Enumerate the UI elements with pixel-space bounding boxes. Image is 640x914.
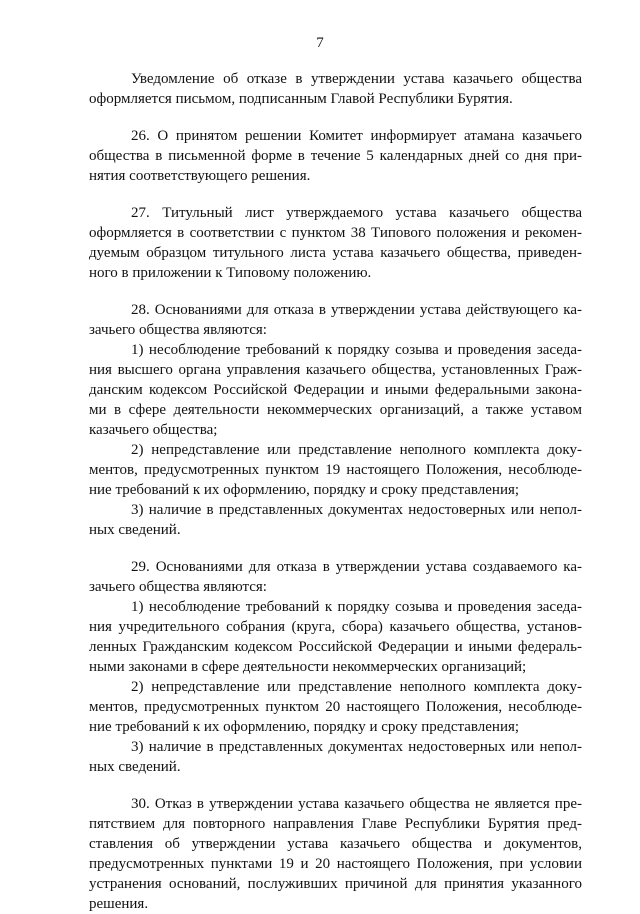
paragraph-28 xyxy=(89,300,582,540)
text-line: 26. О принятом решении Комитет информирует атамана казачьего xyxy=(131,128,582,144)
text-line: ных сведений. xyxy=(89,522,181,538)
paragraph-notice xyxy=(89,69,582,109)
text-line: оформляется в соответствии с пунктом 38 Типового положения и рекомен- xyxy=(89,225,582,241)
page-number: 7 xyxy=(316,35,324,51)
list-item-line: 3) наличие в представленных документах недостоверных или непол- xyxy=(131,739,582,755)
text-line: Уведомление об отказе в утверждении устава казачьего общества xyxy=(131,71,582,87)
text-line: ставления об утверждении устава казачьего общества и документов, xyxy=(89,836,582,852)
paragraph-30 xyxy=(89,794,582,914)
list-item-line: 2) непредставление или представление неполного комплекта доку- xyxy=(131,442,582,458)
text-line: ми в сфере деятельности некоммерческих организаций, а также уставом xyxy=(89,402,582,418)
text-line: 29. Основаниями для отказа в утверждении устава создаваемого ка- xyxy=(131,559,582,575)
text-line: зачьего общества являются: xyxy=(89,579,267,595)
list-item-line: 3) наличие в представленных документах недостоверных или непол- xyxy=(131,502,582,518)
text-line: казачьего общества; xyxy=(89,422,218,438)
text-line: устранения оснований, послуживших причиной для принятия указанного xyxy=(89,876,582,892)
text-line: решения. xyxy=(89,896,149,912)
text-line: ного в приложении к Типовому положению. xyxy=(89,265,372,281)
text-line: данским кодексом Российской Федерации и иными федеральными закона- xyxy=(89,382,582,398)
paragraph-27 xyxy=(89,203,582,283)
text-line: 28. Основаниями для отказа в утверждении устава действующего ка- xyxy=(131,302,582,318)
text-line: ных сведений. xyxy=(89,759,181,775)
text-line: дуемым образцом титульного листа устава казачьего общества, приведен- xyxy=(89,245,582,261)
text-line: зачьего общества являются: xyxy=(89,322,267,338)
paragraph-29 xyxy=(89,557,582,777)
text-line: оформляется письмом, подписанным Главой Республики Бурятия. xyxy=(89,91,513,107)
text-line: пятствием для повторного направления Главе Республики Бурятия пред- xyxy=(89,816,582,832)
text-line: 27. Титульный лист утверждаемого устава казачьего общества xyxy=(131,205,582,221)
text-line: 30. Отказ в утверждении устава казачьего общества не является пре- xyxy=(131,796,582,812)
list-item-line: 1) несоблюдение требований к порядку созыва и проведения заседа- xyxy=(131,599,582,615)
list-item-line: 2) непредставление или представление неполного комплекта доку- xyxy=(131,679,582,695)
text-line: ния высшего органа управления казачьего общества, установленных Граж- xyxy=(89,362,582,378)
text-line: нятия соответствующего решения. xyxy=(89,168,311,184)
paragraph-26 xyxy=(89,126,582,186)
text-line: ние требований к их оформлению, порядку и сроку представления; xyxy=(89,719,520,735)
text-line: ментов, предусмотренных пунктом 19 настоящего Положения, несоблюде- xyxy=(89,462,582,478)
text-line: ния учредительного собрания (круга, сбора) казачьего общества, установ- xyxy=(89,619,582,635)
text-line: ными законами в сфере деятельности некоммерческих организаций; xyxy=(89,659,527,675)
text-line: ленных Гражданским кодексом Российской Федерации и иными федераль- xyxy=(89,639,582,655)
text-line: ментов, предусмотренных пунктом 20 настоящего Положения, несоблюде- xyxy=(89,699,582,715)
text-line: ние требований к их оформлению, порядку и сроку представления; xyxy=(89,482,520,498)
list-item-line: 1) несоблюдение требований к порядку созыва и проведения заседа- xyxy=(131,342,582,358)
document-body xyxy=(89,69,582,914)
text-line: общества в письменной форме в течение 5 календарных дней со дня при- xyxy=(89,148,582,164)
text-line: предусмотренных пунктами 19 и 20 настоящего Положения, при условии xyxy=(89,856,582,872)
